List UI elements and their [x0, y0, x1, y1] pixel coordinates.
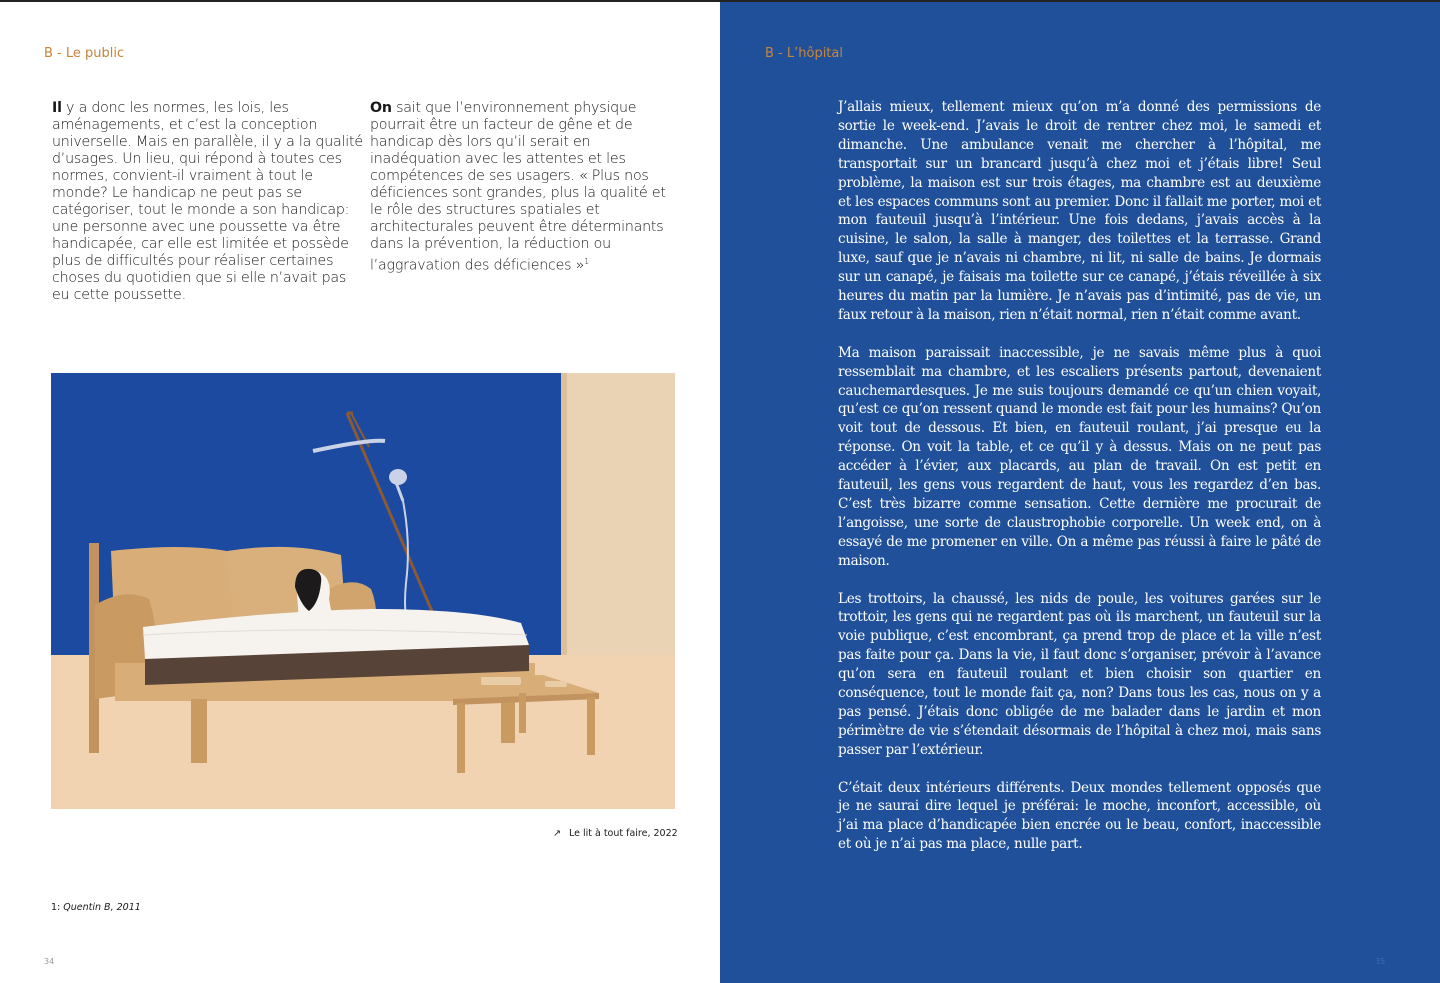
sofa-leg-2 [501, 699, 515, 743]
story-paragraph-1: J’allais mieux, tellement mieux qu’on m’a donné des permissions de sortie le week-end. J’avais le droit de rentrer chez moi, le samedi et dimanche. Une ambulance venait me chercher à l’hôpital, me transportait sur un brancard jusqu’à chez moi et j’étais libre! Seul problème, la maison est sur trois étages, ma chambre est au deuxième et les espaces communs sont au premier. Donc il fallait me porter, moi et mon fauteuil jusqu’à l’intérieur. Une fois dedans, j’avais accès à la cuisine, le salon, la salle à manger, des toilettes et la terrasse. Grand luxe, sauf que je n’avais ni chambre, ni lit, ni salle de bains. Je dormais sur un canapé, je faisais ma toilette sur ce canapé, j’étais réveillée à six heures du matin par la lumière. Je n’avais pas d’intimité, pas de vie, un faux retour à la maison, rien n’était normal, rien n’était comme avant. [838, 99, 1321, 323]
story-paragraph-2: Ma maison paraissait inaccessible, je ne savais même plus à quoi ressemblait ma chambre, et les escaliers présents partout, devenaient cauchemardesques. Je me suis toujours demandé ce qu’un chien voyait, qu’est ce qu’on ressent quand le monde est fait pour les humains? Qu’on voit tout de dessous. Et bien, en fauteuil roulant, j’ai presque eu la réponse. On voit la table, et ce qu’il y à dessus. Mais on ne peut pas accéder à l’évier, aux placards, au plan de travail. On est petit en fauteuil, les gens vous regardent de haut, vous les regardez d’en bas. C’est très bizarre comme sensation. Cette dernière me procurait de l’angoisse, une sorte de claustrophobie corporelle. Un week end, on à essayé de me promener en ville. On a même pas réussi à faire le pâté de maison. [838, 344, 1321, 569]
section-title-hospital: B - L’hôpital [765, 46, 843, 61]
shower-head [389, 469, 407, 485]
page-number-right: 35 [1375, 957, 1386, 966]
illustration-caption [553, 828, 678, 839]
footnote-text: Quentin B, 2011 [63, 902, 141, 913]
column-1-text: y a donc les normes, les lois, les aménagements, et c’est la conception universelle. Mais en parallèle, il y a la qualité d’usages. Un lieu, qui répond à toutes ces normes, convient-il vraiment à tout le monde? Le handicap ne peut pas se catégoriser, tout le monde a son handicap: une personne avec une poussette va être handicapée, car elle est limitée et possède plus de difficultés pour réaliser certaines choses du quotidien que si elle n’avait pas eu cette poussette. [52, 100, 363, 303]
illustration-svg [51, 373, 675, 809]
bed-sofa-illustration [51, 373, 675, 809]
story-paragraph-4: C’était deux intérieurs différents. Deux mondes tellement opposés que je ne saurai dire lequel je préférai: le moche, inconfort, accessible, où j’ai ma place d’handicapée bien encrée ou le beau, confort, inaccessible et où je n’ai pas ma place, nulle part. [838, 779, 1321, 853]
table-tray [481, 677, 521, 685]
arrow-northeast-icon: ↗ [553, 828, 561, 839]
story-text [838, 98, 1321, 873]
footnote-number: 1: [51, 902, 61, 913]
table-leg-1 [457, 703, 465, 773]
column-2-text: sait que l’environnement physique pourrait être un facteur de gêne et de handicap dès lors qu’il serait en inadéquation avec les attentes et les compétences de ses usagers. « Plus nos déficiences sont grandes, plus la qualité et le rôle des structures spatiales et architecturales peuvent être déterminants dans la prévention, la réduction ou l’aggravation des déficiences » [370, 100, 666, 274]
table-cup [545, 681, 567, 687]
footnote-reference: 1 [584, 257, 590, 266]
text-column-2 [370, 100, 680, 275]
right-page [720, 2, 1440, 983]
sofa-leg-1 [191, 699, 207, 763]
page-number-left: 34 [44, 957, 55, 966]
table-leg-2 [587, 697, 595, 755]
column-1-lead: Il [52, 100, 62, 116]
text-column-1 [52, 100, 367, 304]
caption-text: Le lit à tout faire, 2022 [568, 828, 678, 839]
left-page [0, 2, 720, 983]
footnote [51, 902, 141, 913]
story-paragraph-3: Les trottoirs, la chaussé, les nids de poule, les voitures garées sur le trottoir, les gens qui ne regardent pas où ils marchent, un fauteuil sur la voie publique, c’est encombrant, ça prend trop de place et la ville n’est pas faite pour ça. Dans la vie, il faut donc s’organiser, prévoir à l’avance qu’on sera en fauteuil roulant et bien choisir son quartier en conséquence, tout le monde fait ça, non? Dans tous les cas, nous on y a pas pensé. J’étais donc obligée de me balader dans le jardin et mon périmètre de vie s’étendait désormais de l’hôpital à chez moi, mais sans passer par l’extérieur. [838, 590, 1321, 758]
column-2-lead: On [370, 100, 392, 116]
section-title-public: B - Le public [44, 46, 125, 61]
table-leg-3 [519, 693, 526, 733]
